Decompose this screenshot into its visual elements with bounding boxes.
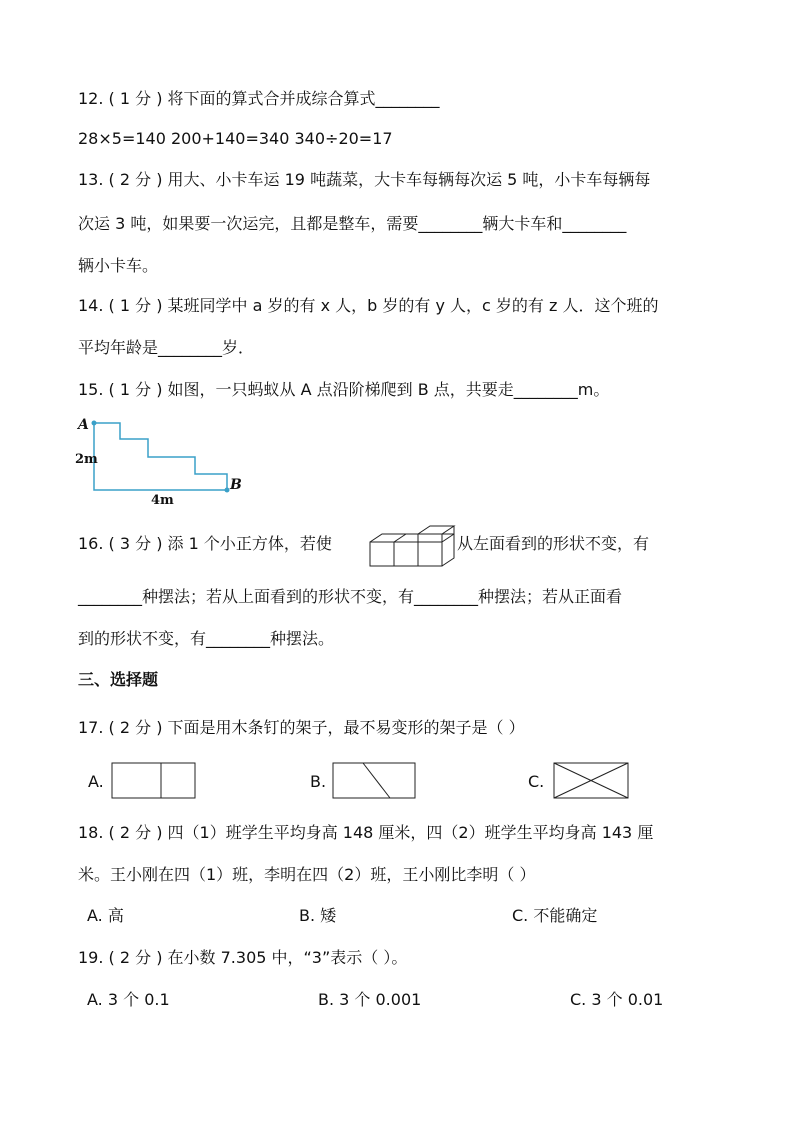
q12-expressions: 28×5=140 200+140=340 340÷20=17 (78, 129, 393, 148)
q18-option-c: C. 不能确定 (512, 906, 598, 925)
width-label: 4m (151, 493, 174, 508)
section-three-title: 三、选择题 (78, 670, 159, 689)
q18-option-b: B. 矮 (299, 906, 337, 925)
q14-line2: 平均年龄是________岁． (78, 338, 255, 357)
point-a-dot (92, 421, 97, 426)
q13-line2: 次运 3 吨，如果要一次运完，且都是整车，需要________辆大卡车和________ (78, 214, 627, 233)
q16-line1-prefix: 16. ( 3 分 ) 添 1 个小正方体，若使 (78, 534, 332, 553)
q14-line1: 14. ( 1 分 ) 某班同学中 a 岁的有 x 人，b 岁的有 y 人，c 岁的有 z 人．这个班的 (78, 296, 659, 315)
q18-line1: 18. ( 2 分 ) 四（1）班学生平均身高 148 厘米，四（2）班学生平均身高 143 厘 (78, 823, 654, 842)
cubes-figure (369, 521, 459, 567)
q16-line1-suffix: 从左面看到的形状不变，有 (457, 534, 650, 553)
q17-option-b-label: B. (310, 772, 327, 791)
staircase-outline (94, 423, 227, 490)
q13-line1: 13. ( 2 分 ) 用大、小卡车运 19 吨蔬菜，大卡车每辆每次运 5 吨，小卡车每辆每 (78, 170, 651, 189)
q16-line2: ________种摆法；若从上面看到的形状不变，有________种摆法；若从正面看 (78, 587, 623, 606)
q19-text: 19. ( 2 分 ) 在小数 7.305 中，“3”表示（ ）。 (78, 948, 408, 967)
q16-line3: 到的形状不变，有________种摆法。 (78, 629, 335, 648)
q12-text: 12. ( 1 分 ) 将下面的算式合并成综合算式________ (78, 89, 440, 108)
point-a-label: A (78, 417, 89, 433)
q18-line2: 米。王小刚在四（1）班，李明在四（2）班，王小刚比李明（ ） (78, 865, 536, 884)
q17-option-a-label: A. (88, 772, 104, 791)
q19-option-c: C. 3 个 0.01 (570, 990, 664, 1009)
frame-c-figure (553, 762, 631, 800)
q19-option-a: A. 3 个 0.1 (87, 990, 170, 1009)
height-label: 2m (75, 452, 98, 467)
point-b-dot (225, 488, 230, 493)
q17-option-c-label: C. (528, 772, 545, 791)
frame-a-figure (111, 762, 197, 800)
staircase-lines (92, 421, 230, 493)
q15-text: 15. ( 1 分 ) 如图，一只蚂蚁从 A 点沿阶梯爬到 B 点，共要走________m。 (78, 380, 610, 399)
frame-b-figure (332, 762, 418, 800)
q18-option-a: A. 高 (87, 906, 124, 925)
q13-line3: 辆小卡车。 (78, 256, 159, 275)
point-b-label: B (230, 477, 242, 493)
q17-text: 17. ( 2 分 ) 下面是用木条钉的架子，最不易变形的架子是（ ） (78, 718, 525, 737)
q19-option-b: B. 3 个 0.001 (318, 990, 422, 1009)
staircase-steps (94, 423, 227, 490)
